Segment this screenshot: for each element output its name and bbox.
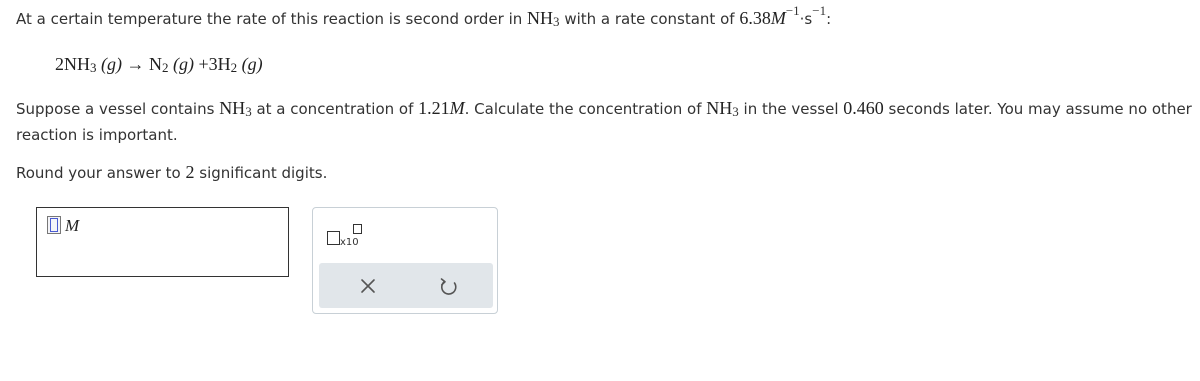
answer-unit: M	[65, 216, 80, 235]
question-line-4: reaction is important.	[16, 126, 178, 144]
reaction-arrow: →	[126, 54, 145, 74]
exponent-box-icon	[353, 224, 362, 234]
chemical-equation	[55, 54, 263, 75]
x10-label: x10	[340, 237, 359, 248]
chem-nh: NH	[527, 8, 554, 28]
mantissa-box-icon	[327, 231, 340, 245]
sig-figs-value: 2	[185, 162, 195, 182]
state-symbol: (g)	[101, 54, 122, 74]
eq-product-h2: +3H	[198, 54, 231, 74]
close-icon	[355, 273, 381, 299]
math-toolbox	[312, 207, 498, 314]
answer-box[interactable]	[36, 207, 289, 277]
subscript: 3	[553, 14, 560, 29]
eq-reactant: 2NH	[55, 54, 90, 74]
colon: :	[826, 10, 832, 28]
question-text: at a concentration of	[251, 100, 419, 118]
question-text: At a certain temperature the rate of this reaction is second order in	[16, 10, 528, 28]
question-text: Round your answer to	[16, 164, 186, 182]
question-text: Suppose a vessel contains	[16, 100, 220, 118]
subscript: 2	[162, 60, 169, 75]
unit-molar: M	[449, 98, 465, 118]
clear-button[interactable]	[355, 273, 381, 299]
question-text: seconds later. You may assume no other	[883, 100, 1192, 118]
unit-molar: M	[770, 8, 786, 28]
question-text: with a rate constant of	[559, 10, 740, 28]
undo-icon	[435, 273, 461, 299]
time-value: 0.460	[843, 98, 884, 118]
question-text: . Calculate the concentration of	[464, 100, 707, 118]
subscript: 2	[230, 60, 238, 75]
concentration-value: 1.21	[418, 98, 450, 118]
superscript: −1	[812, 3, 827, 18]
question-line-1	[16, 3, 832, 29]
rounding-instruction	[16, 162, 327, 183]
chem-nh: NH	[219, 98, 246, 118]
chem-nh: NH	[706, 98, 733, 118]
subscript: 3	[90, 60, 97, 75]
unit-seconds: ·s	[799, 10, 813, 28]
state-symbol: (g)	[173, 54, 194, 74]
eq-product-n2: N	[149, 54, 162, 74]
question-line-3	[16, 98, 1192, 119]
answer-input[interactable]	[47, 216, 61, 234]
rate-constant-value: 6.38	[739, 8, 771, 28]
undo-button[interactable]	[435, 273, 461, 299]
action-bar	[319, 263, 493, 308]
superscript: −1	[785, 3, 800, 18]
subscript: 3	[245, 104, 252, 119]
question-text: significant digits.	[194, 164, 328, 182]
question-text: in the vessel	[738, 100, 844, 118]
subscript: 3	[732, 104, 739, 119]
state-symbol: (g)	[241, 54, 263, 74]
scientific-notation-button[interactable]	[327, 222, 367, 252]
